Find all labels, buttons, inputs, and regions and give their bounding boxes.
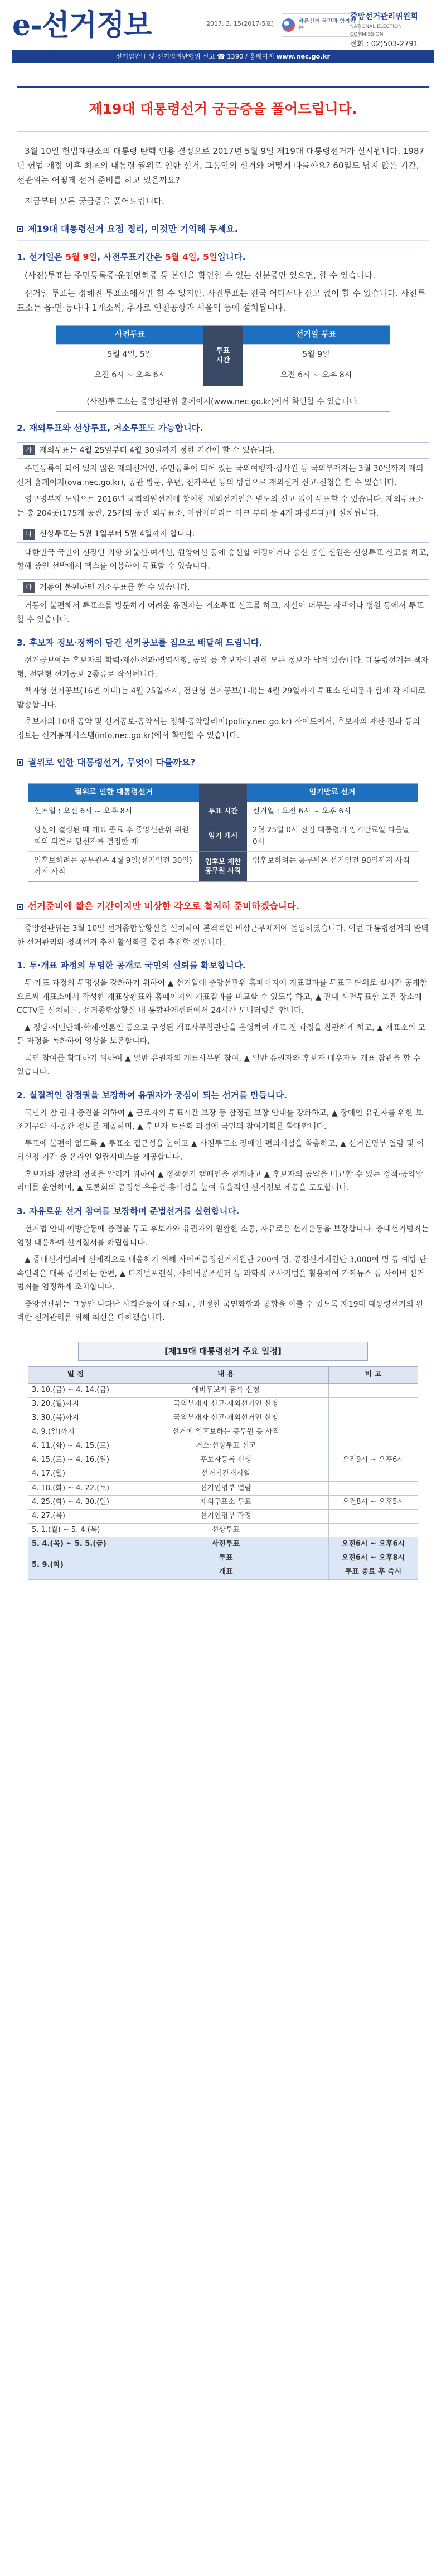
schedule-date: 4. 9.(일)까지 (28, 1425, 123, 1439)
comparison-cell-left: 선거일 : 오전 6시 ~ 오후 8시 (28, 802, 199, 821)
schedule-row (28, 1481, 418, 1495)
schedule-date: 4. 11.(화) ~ 4. 15.(토) (28, 1439, 123, 1453)
section1-header (17, 221, 429, 241)
absentee-vote-text: 거동이 불편하면 거소투표를 할 수 있습니다. (39, 583, 190, 592)
comparison-cell-right: 선거일 : 오전 6시 ~ 오후 6시 (247, 802, 418, 821)
schedule-row-highlight (28, 1537, 418, 1551)
tag-ga: 가 (23, 445, 35, 455)
schedule-note (329, 1383, 418, 1397)
schedule-note: 오전6시 ~ 오후8시 (329, 1551, 418, 1565)
notice-text: 선거법안내 및 선거법위반행위 신고 ☎ 1390 / 홈페이지 (115, 52, 274, 60)
item2-text: 거동이 불편해서 투표소를 방문하기 어려운 유권자는 거소투표 신고를 하고, 자신이 머무는 자택이나 병원 등에서 투표할 수 있습니다. (17, 601, 424, 624)
schedule-content: 선거인명부 열람 (123, 1481, 329, 1495)
schedule-date: 4. 17.(월) (28, 1467, 123, 1481)
comparison-head-right: 임기만료 선거 (247, 784, 418, 802)
vote-time-label-2: 시간 (216, 356, 230, 365)
square-bullet-icon (17, 759, 23, 766)
point3-text: ▲ 중대선거범죄에 선제적으로 대응하기 위해 사이버공정선거지원단 200여 명, 공정선거지원단 3,000여 명 등 예방·단속인력을 대폭 증원하는 한편, ▲ 디지털포렌식, 사이버공조센터 등 과학적 조사기법을 활용하여 가짜뉴스 등 사이버 선거범죄를 엄정하게 조치합니다. (17, 1255, 427, 1292)
square-bullet-icon (17, 904, 23, 910)
item1-text: 선거일 투표는 정해진 투표소에서만 할 수 있지만, 사전투표는 전국 어디서나 신고 없이 할 수 있습니다. 사전투표소는 읍·면·동마다 1개소씩, 추가로 인천공항과 서울역 등에 설치됩니다. (17, 288, 425, 313)
schedule-note (329, 1481, 418, 1495)
vote-time-label (203, 326, 243, 386)
point3-text: 선거법 안내·예방활동에 중점을 두고 후보자와 유권자의 원활한 소통, 자유로운 선거운동을 보장합니다. 중대선거범죄는 엄정 대응하여 선거질서를 확립합니다. (17, 1225, 429, 1248)
comparison-cell-left: 당선이 결정된 때 개표 종료 후 중앙선관위 위원회의 의결로 당선자를 결정한 때 (28, 821, 199, 851)
schedule-date: 3. 30.(목)까지 (28, 1411, 123, 1425)
schedule-note (329, 1397, 418, 1411)
item3-text: 책자형 선거공보(16면 이내)는 4월 25일까지, 전단형 선거공보(1매)는 4월 29일까지 투표소 안내문과 함께 각 세대로 발송합니다. (17, 687, 425, 710)
item2-title: 2. 재외투표와 선상투표, 거소투표도 가능합니다. (17, 423, 203, 434)
org-name: 중앙선거관리위원회 (350, 12, 418, 21)
vote-time-label-1: 투표 (216, 346, 230, 355)
point1-text: ▲ 정당·시민단체·학계·언론인 등으로 구성된 개표사무참관단을 운영하여 개표 전 과정을 참관하게 하고, ▲ 개표소의 모든 과정을 녹화하여 영상을 보존합니다. (17, 1023, 426, 1046)
schedule-row (28, 1439, 418, 1453)
schedule-row (28, 1425, 418, 1439)
point1-text: 투·개표 과정의 투명성을 강화하기 위하여 ▲ 선거일에 중앙선관위 홈페이지에 개표결과를 투표구 단위로 실시간 공개함으로써 개표소에서 작성한 개표상황표와 홈페이지의 개표결과를 비교할 수 있도록 하고, ▲ 관내 사전투표함 보관 장소에 CCTV를 설치하고, 선거종합상황실 내 통합관제센터에서 24시간 모니터링을 합니다. (17, 979, 428, 1016)
point1-title: 1. 투·개표 과정의 투명한 공개로 국민의 신뢰를 확보합니다. (17, 960, 246, 971)
point2-text: 후보자와 정당의 정책을 알리기 위하여 ▲ 정책선거 캠페인을 전개하고 ▲ 후보자의 공약을 비교할 수 있는 정책·공약알리미를 운영하며, ▲ 토론회의 공정성·유용성·흥미성을 높여 효율적인 선거정보 제공을 도모합니다. (17, 1170, 423, 1193)
point2-text: 국민의 참 권리 증진을 위하여 ▲ 근로자의 투표시간 보장 등 참정권 보장 안내를 강화하고, ▲ 장애인 유권자를 위한 보조기구와 시·공간 정보를 제공하며, ▲ 후보자 토론회 과정에 국민의 참여기회를 확대합니다. (17, 1108, 423, 1132)
tag-na: 나 (23, 529, 35, 540)
item1-text: (사전)투표는 주민등록증·운전면허증 등 본인을 확인할 수 있는 신분증만 있으면, 할 수 있습니다. (25, 270, 376, 280)
schedule-date: 4. 15.(토) ~ 4. 16.(일) (28, 1453, 123, 1467)
schedule-date: 4. 27.(목) (28, 1509, 123, 1523)
item2-text: 대한민국 국민이 선장인 외항 화물선·여객선, 원양어선 등에 승선할 예정이거나 승선 중인 선원은 선상투표 신고를 하고, 항해 중인 선박에서 팩스를 이용하여 투표할 수 있습니다. (17, 548, 429, 571)
schedule-note: 오전9시 ~ 오후6시 (329, 1453, 418, 1467)
schedule-content: 거소·선상투표 신고 (123, 1439, 329, 1453)
schedule-date: 5. 4.(목) ~ 5. 5.(금) (28, 1537, 123, 1551)
org-phone: 전화 : 02)503-2791 (350, 40, 418, 48)
schedule-content: 투표 (123, 1551, 329, 1565)
comparison-head-mid (199, 784, 247, 802)
early-vote-head: 사전투표 (56, 326, 203, 344)
headline: 제19대 대통령선거 궁금증을 풀어드립니다. (17, 86, 429, 132)
election-day: 5월 9일 (65, 251, 98, 262)
section1-title: 제19대 대통령선거 요점 정리, 이것만 기억해 두세요. (28, 223, 238, 234)
point2-text: 투표에 불편이 없도록 ▲ 투표소 접근성을 높이고 ▲ 사전투표소 장애인 편의시설을 확충하고, ▲ 선거인명부 열람 및 이의신청 기간 중 온라인 열람서비스를 제공합니다. (17, 1139, 424, 1162)
schedule-content: 선거에 입후보하는 공무원 등 사직 (123, 1425, 329, 1439)
election-day-time: 오전 6시 ~ 오후 8시 (243, 365, 390, 386)
schedule-content: 재외투표소 투표 (123, 1495, 329, 1509)
schedule-note (329, 1425, 418, 1439)
comparison-cell-right: 입후보하려는 공무원은 선거일전 90일까지 사직 (247, 851, 418, 882)
schedule-note: 오전8시 ~ 오후5시 (329, 1495, 418, 1509)
schedule-row (28, 1383, 418, 1397)
schedule-date: 5. 9.(화) (28, 1551, 123, 1579)
commission-emblem (282, 13, 360, 37)
comparison-row-label: 입후보 제한 공무원 사직 (199, 851, 247, 882)
point2-title: 2. 실질적인 참정권을 보장하여 유권자가 중심이 되는 선거를 만듭니다. (17, 1090, 287, 1100)
schedule-content: 선거기간개시일 (123, 1467, 329, 1481)
item2-text: 영구명부제 도입으로 2016년 국회의원선거에 참여한 재외선거인은 별도의 신고 없이 투표할 수 있습니다. 재외투표소는 총 204곳(175개 공관, 25개의 공관 외투표소, 아랍에미리트 아크 부대 등 4개 파병부대)에 설치됩니다. (17, 495, 424, 518)
election-day-column (243, 326, 390, 386)
section3-title: 선거준비에 짧은 기간이지만 비상한 각오로 철저히 준비하겠습니다. (28, 901, 300, 912)
item3-text: 후보자의 10대 공약 및 선거공보·공약서는 정책·공약알리미(policy.nec.go.kr) 사이트에서, 후보자의 재산·전과 등의 정보는 선거통계시스템(info.nec.go.kr)에서 확인할 수 있습니다. (17, 717, 420, 740)
schedule-date: 4. 25.(화) ~ 4. 30.(일) (28, 1495, 123, 1509)
schedule-note: 투표 종료 후 즉시 (329, 1565, 418, 1579)
schedule-content: 개표 (123, 1565, 329, 1579)
newsletter-logo: e-선거정보 (12, 8, 152, 42)
emblem-icon (282, 18, 295, 32)
homepage-link[interactable]: www.nec.go.kr (276, 52, 331, 60)
square-bullet-icon (17, 226, 23, 232)
comparison-table (28, 783, 418, 882)
schedule-date: 5. 1.(월) ~ 5. 4.(목) (28, 1524, 123, 1537)
schedule-content: 국외부재자 신고·재외선거인 신청 (123, 1397, 329, 1411)
item1-prefix: 1. 선거일은 (17, 251, 62, 262)
lead-section (17, 144, 429, 209)
schedule-content: 선상투표 (123, 1524, 329, 1537)
schedule-note (329, 1411, 418, 1425)
schedule-row (28, 1509, 418, 1523)
schedule-note (329, 1467, 418, 1481)
early-vote-column (56, 326, 203, 386)
vote-note: (사전)투표소는 중앙선관위 홈페이지(www.nec.go.kr)에서 확인할 수 있습니다. (56, 392, 390, 413)
schedule-note (329, 1439, 418, 1453)
point3-title: 3. 자유로운 선거 참여를 보장하며 준법선거를 실현합니다. (17, 1206, 240, 1216)
section2-title: 궐위로 인한 대통령선거, 무엇이 다를까요? (28, 757, 196, 768)
vote-time-table (56, 325, 390, 386)
schedule-content: 후보자등록 신청 (123, 1453, 329, 1467)
section3-intro: 중앙선관위는 3월 10일 선거종합상황실을 설치하여 본격적인 비상근무체제에 돌입하였습니다. 이번 대통령선거의 완벽한 선거관리와 정책선거 추진 활성화를 중점 추진할 것입니다. (17, 924, 429, 947)
schedule-row (28, 1467, 418, 1481)
absentee-vote-box (17, 579, 429, 596)
overseas-vote-text: 재외투표는 4월 25일부터 4월 30일까지 정한 기간에 할 수 있습니다. (39, 445, 275, 455)
schedule-row-highlight (28, 1551, 418, 1565)
comparison-cell-right: 2월 25일 0시 전임 대통령의 임기만료일 다음날 0시 (247, 821, 418, 851)
section2-header (17, 755, 429, 774)
org-name-en: NATIONAL ELECTION COMMISSION (350, 23, 402, 37)
item3-title: 3. 후보자 정보·정책이 담긴 선거공보를 집으로 배달해 드립니다. (17, 638, 263, 648)
comparison-cell-left: 입후보하려는 공무원은 4월 9일(선거일전 30일)까지 사직 (28, 851, 199, 882)
schedule-table (28, 1366, 418, 1580)
schedule-row (28, 1397, 418, 1411)
section3-header (17, 899, 429, 919)
schedule-note (329, 1524, 418, 1537)
schedule-date: 3. 20.(월)까지 (28, 1397, 123, 1411)
item2-text: 주민등록이 되어 있지 않은 재외선거인, 주민등록이 되어 있는 국외여행자·상사원 등 국외부재자는 3월 30일까지 재외선거 홈페이지(ova.nec.go.kr), 공관 방문, 우편, 전자우편 등의 방법으로 재외선거 신고·신청을 할 수 있습니다. (17, 464, 424, 487)
schedule-date: 4. 18.(화) ~ 4. 22.(토) (28, 1481, 123, 1495)
emblem-text: 바른선거 국민과 함께하는 (298, 18, 356, 31)
item3-text: 선거공보에는 후보자의 학력·재산·전과·병역사항, 공약 등 후보자에 관한 모든 정보가 담겨 있습니다. 대통령선거는 책자형, 전단형 선거공보 2종류로 작성됩니다. (17, 656, 429, 679)
schedule-note: 오전6시 ~ 오후6시 (329, 1537, 418, 1551)
ship-vote-text: 선상투표는 5월 1일부터 5월 4일까지 합니다. (39, 530, 195, 539)
schedule-content: 국외부재자 신고·재외선거인 신청 (123, 1411, 329, 1425)
schedule-title: [제19대 대통령선거 주요 일정] (78, 1342, 368, 1361)
early-vote-time: 오전 6시 ~ 오후 6시 (56, 365, 203, 386)
schedule-note (329, 1509, 418, 1523)
early-vote-date: 5월 4일, 5일 (56, 344, 203, 365)
point1-text: 국민 참여를 확대하기 위하여 ▲ 일반 유권자의 개표사무원 참여, ▲ 일반 유권자와 후보자 배우자도 개표 참관을 할 수 있습니다. (17, 1054, 421, 1077)
masthead (0, 0, 446, 71)
item1-suffix: 입니다. (217, 251, 246, 262)
schedule-row (28, 1453, 418, 1467)
schedule-col-date: 일 정 (28, 1366, 123, 1383)
item1-title (17, 250, 429, 265)
schedule-col-note: 비 고 (329, 1366, 418, 1383)
lead-paragraph: 3월 10일 헌법재판소의 대통령 탄핵 인용 결정으로 2017년 5월 9일 제19대 대통령선거가 실시됩니다. 1987년 헌법 개정 이후 최초의 대통령 궐위로 인한 선거, 그동안의 선거와 어떻게 다를까요? 60일도 남지 않은 기간, 선관위는 어떻게 선거 준비를 하고 있을까요? (17, 145, 425, 185)
schedule-content: 선거인명부 확정 (123, 1509, 329, 1523)
schedule-row (28, 1495, 418, 1509)
schedule-date: 3. 10.(금) ~ 4. 14.(금) (28, 1383, 123, 1397)
schedule-content: 예비후보자 등록 신청 (123, 1383, 329, 1397)
closing-text: 중앙선관위는 그동안 나타난 사회갈등이 해소되고, 진정한 국민화합과 통합을 이룰 수 있도록 제19대 대통령선거의 완벽한 선거관리를 위해 최선을 다하겠습니다. (17, 1299, 424, 1323)
election-day-head: 선거일 투표 (243, 326, 390, 344)
main-content (17, 221, 429, 1580)
schedule-row (28, 1524, 418, 1537)
comparison-row-label: 투표 시간 (199, 802, 247, 821)
early-vote-days: 5월 4일, 5일 (164, 251, 217, 262)
item1-mid: , 사전투표기간은 (97, 251, 162, 262)
overseas-vote-box (17, 442, 429, 459)
comparison-head-left: 궐위로 인한 대통령선거 (28, 784, 199, 802)
ship-vote-box (17, 526, 429, 543)
notice-bar (12, 50, 434, 63)
comparison-row-label: 임기 개시 (199, 821, 247, 851)
election-day-date: 5월 9일 (243, 344, 390, 365)
issue-date: 2017. 3. 15(2017-5호) (206, 20, 274, 27)
lead-paragraph: 지금부터 모든 궁금증을 풀어드립니다. (25, 196, 164, 207)
tag-da: 다 (23, 582, 35, 593)
schedule-col-content: 내 용 (123, 1366, 329, 1383)
schedule-content: 사전투표 (123, 1537, 329, 1551)
schedule-row (28, 1411, 418, 1425)
